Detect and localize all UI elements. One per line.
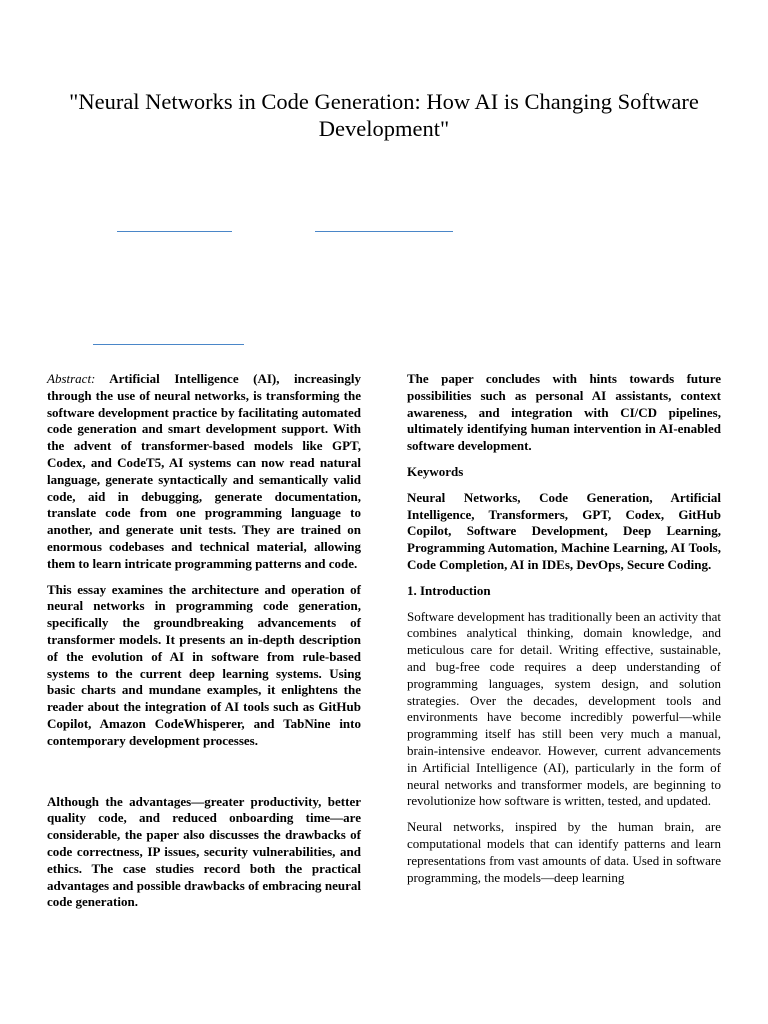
abstract-paragraph-1 bbox=[47, 371, 361, 573]
abstract-text-1: Artificial Intelligence (AI), increasingly through the use of neural networks, is transforming the software development practice by facilitating automated code generation and smart development support. With the advent of transformer-based models like GPT, Codex, and CodeT5, AI systems can now read natural language, generate syntactically and semantically valid code, aid in debugging, generate documentation, translate code from one programming language to another, and generate unit tests. They are trained on enormous codebases and technical material, allowing them to learn intricate programming patterns and code. bbox=[47, 371, 361, 571]
keywords-heading: Keywords bbox=[407, 463, 464, 479]
abstract-paragraph-3: Although the advantages—greater productivity, better quality code, and reduced onboarding time—are considerable, the paper also discusses the drawbacks of code correctness, IP issues, security vulnerabilities, and ethics. The case studies record both the practical advantages and possible drawbacks of embracing neural code generation. bbox=[47, 793, 361, 910]
abstract-paragraph-2: This essay examines the architecture and operation of neural networks in programming code generation, specifically the groundbreaking advancements of transformer models. It presents an in-depth description of the evolution of AI in software from rule-based systems to the current deep learning systems. Using basic charts and mundane examples, it enlightens the reader about the integration of AI tools such as GitHub Copilot, Amazon CodeWhisperer, and TabNine into contemporary development processes. bbox=[47, 581, 361, 748]
paragraph-gap bbox=[47, 759, 361, 794]
keywords-text: Neural Networks, Code Generation, Artificial Intelligence, Transformers, GPT, Codex, GitHub Copilot, Software Development, Deep Learning, Programming Automation, Machine Learning, AI Tools, Code Completion, AI in IDEs, DevOps, Secure Coding. bbox=[407, 489, 721, 572]
author-line-2 bbox=[315, 231, 453, 232]
left-column bbox=[47, 371, 361, 920]
abstract-label: Abstract: bbox=[47, 371, 96, 386]
introduction-paragraph-2: Neural networks, inspired by the human brain, are computational models that can identify patterns and learn representations from vast amounts of data. Used in software programming, the models—deep learning bbox=[407, 819, 721, 885]
paper-title: "Neural Networks in Code Generation: How AI is Changing Software Development" bbox=[69, 89, 699, 141]
abstract-paragraph-4: The paper concludes with hints towards future possibilities such as personal AI assistants, context awareness, and integration with CI/CD pipelines, ultimately identifying human intervention in AI-enabled software development. bbox=[407, 371, 721, 454]
introduction-heading: 1. Introduction bbox=[407, 582, 491, 598]
right-column bbox=[407, 371, 721, 895]
author-line-1 bbox=[117, 231, 232, 232]
author-line-3 bbox=[93, 344, 244, 345]
introduction-paragraph-1: Software development has traditionally been an activity that combines analytical thinking, domain knowledge, and meticulous care for detail. Writing effective, sustainable, and bug-free code requires a deep understanding of programming languages, system design, and solution strategies. Over the decades, development tools and environments have become incredibly powerful—while programming itself has still been very much a manual, brain-intensive endeavor. However, current advancements in Artificial Intelligence (AI), particularly in the form of neural networks and transformer models, are beginning to revolutionize how software is written, tested, and updated. bbox=[407, 608, 721, 809]
